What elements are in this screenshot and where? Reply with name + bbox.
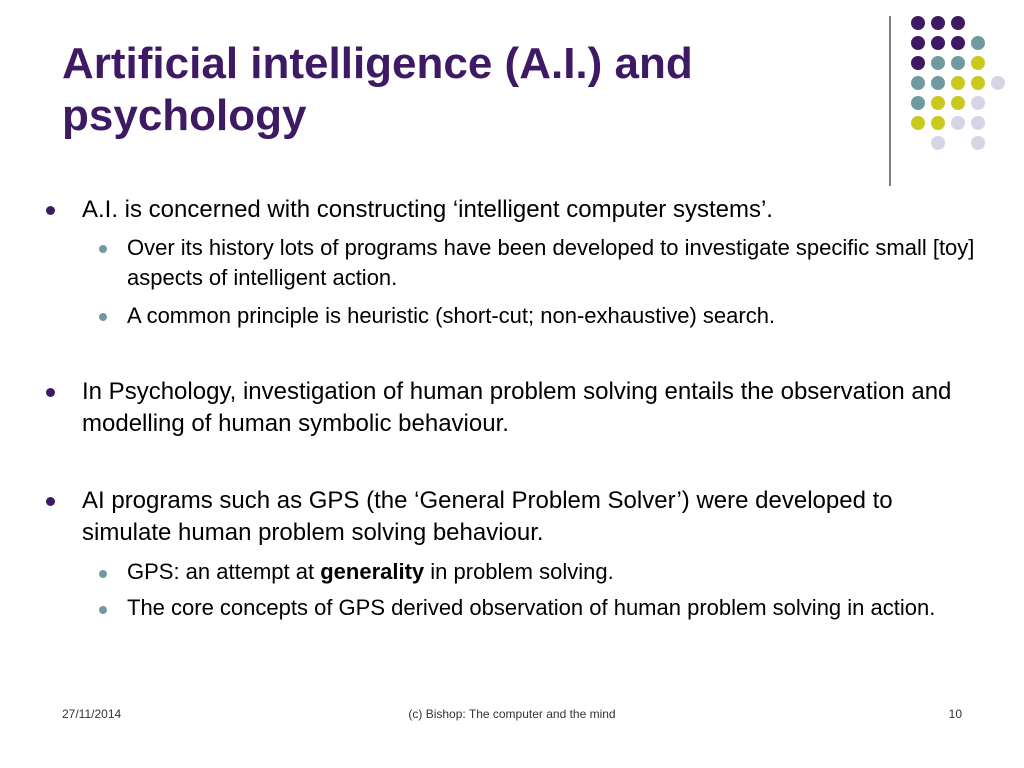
footer-date: 27/11/2014 xyxy=(62,707,122,721)
sub-bullet-suffix: in problem solving. xyxy=(424,559,614,584)
sub-bullet-text xyxy=(127,557,987,587)
sub-bullet-text: Over its history lots of programs have been developed to investigate specific small [toy] aspects of intelligent action. xyxy=(127,235,975,290)
sub-bullet-marker xyxy=(99,606,107,614)
bullet-text: A.I. is concerned with constructing ‘intelligent computer systems’. xyxy=(82,196,773,223)
sub-bullet-marker xyxy=(99,313,107,321)
bullet-text: In Psychology, investigation of human problem solving entails the observation and modelling of human symbolic behaviour. xyxy=(82,378,952,437)
sub-bullet-marker xyxy=(99,245,107,253)
slide-title: Artificial intelligence (A.I.) and psychology xyxy=(62,39,693,140)
bullet-text: AI programs such as GPS (the ‘General Problem Solver’) were developed to simulate human problem solving behaviour. xyxy=(82,487,893,546)
footer-page-number: 10 xyxy=(948,707,962,721)
footer-center-text: (c) Bishop: The computer and the mind xyxy=(408,707,616,721)
bullet-marker xyxy=(46,497,55,506)
emphasis-generality: generality xyxy=(320,559,425,584)
bullet-marker xyxy=(46,206,55,215)
sub-bullet-prefix: GPS: an attempt at xyxy=(127,559,321,584)
sub-bullet-marker xyxy=(99,570,107,578)
sub-bullet-text: The core concepts of GPS derived observation of human problem solving in action. xyxy=(127,595,936,620)
sub-bullet-text: A common principle is heuristic (short-cut; non-exhaustive) search. xyxy=(127,303,776,328)
bullet-marker xyxy=(46,388,55,397)
